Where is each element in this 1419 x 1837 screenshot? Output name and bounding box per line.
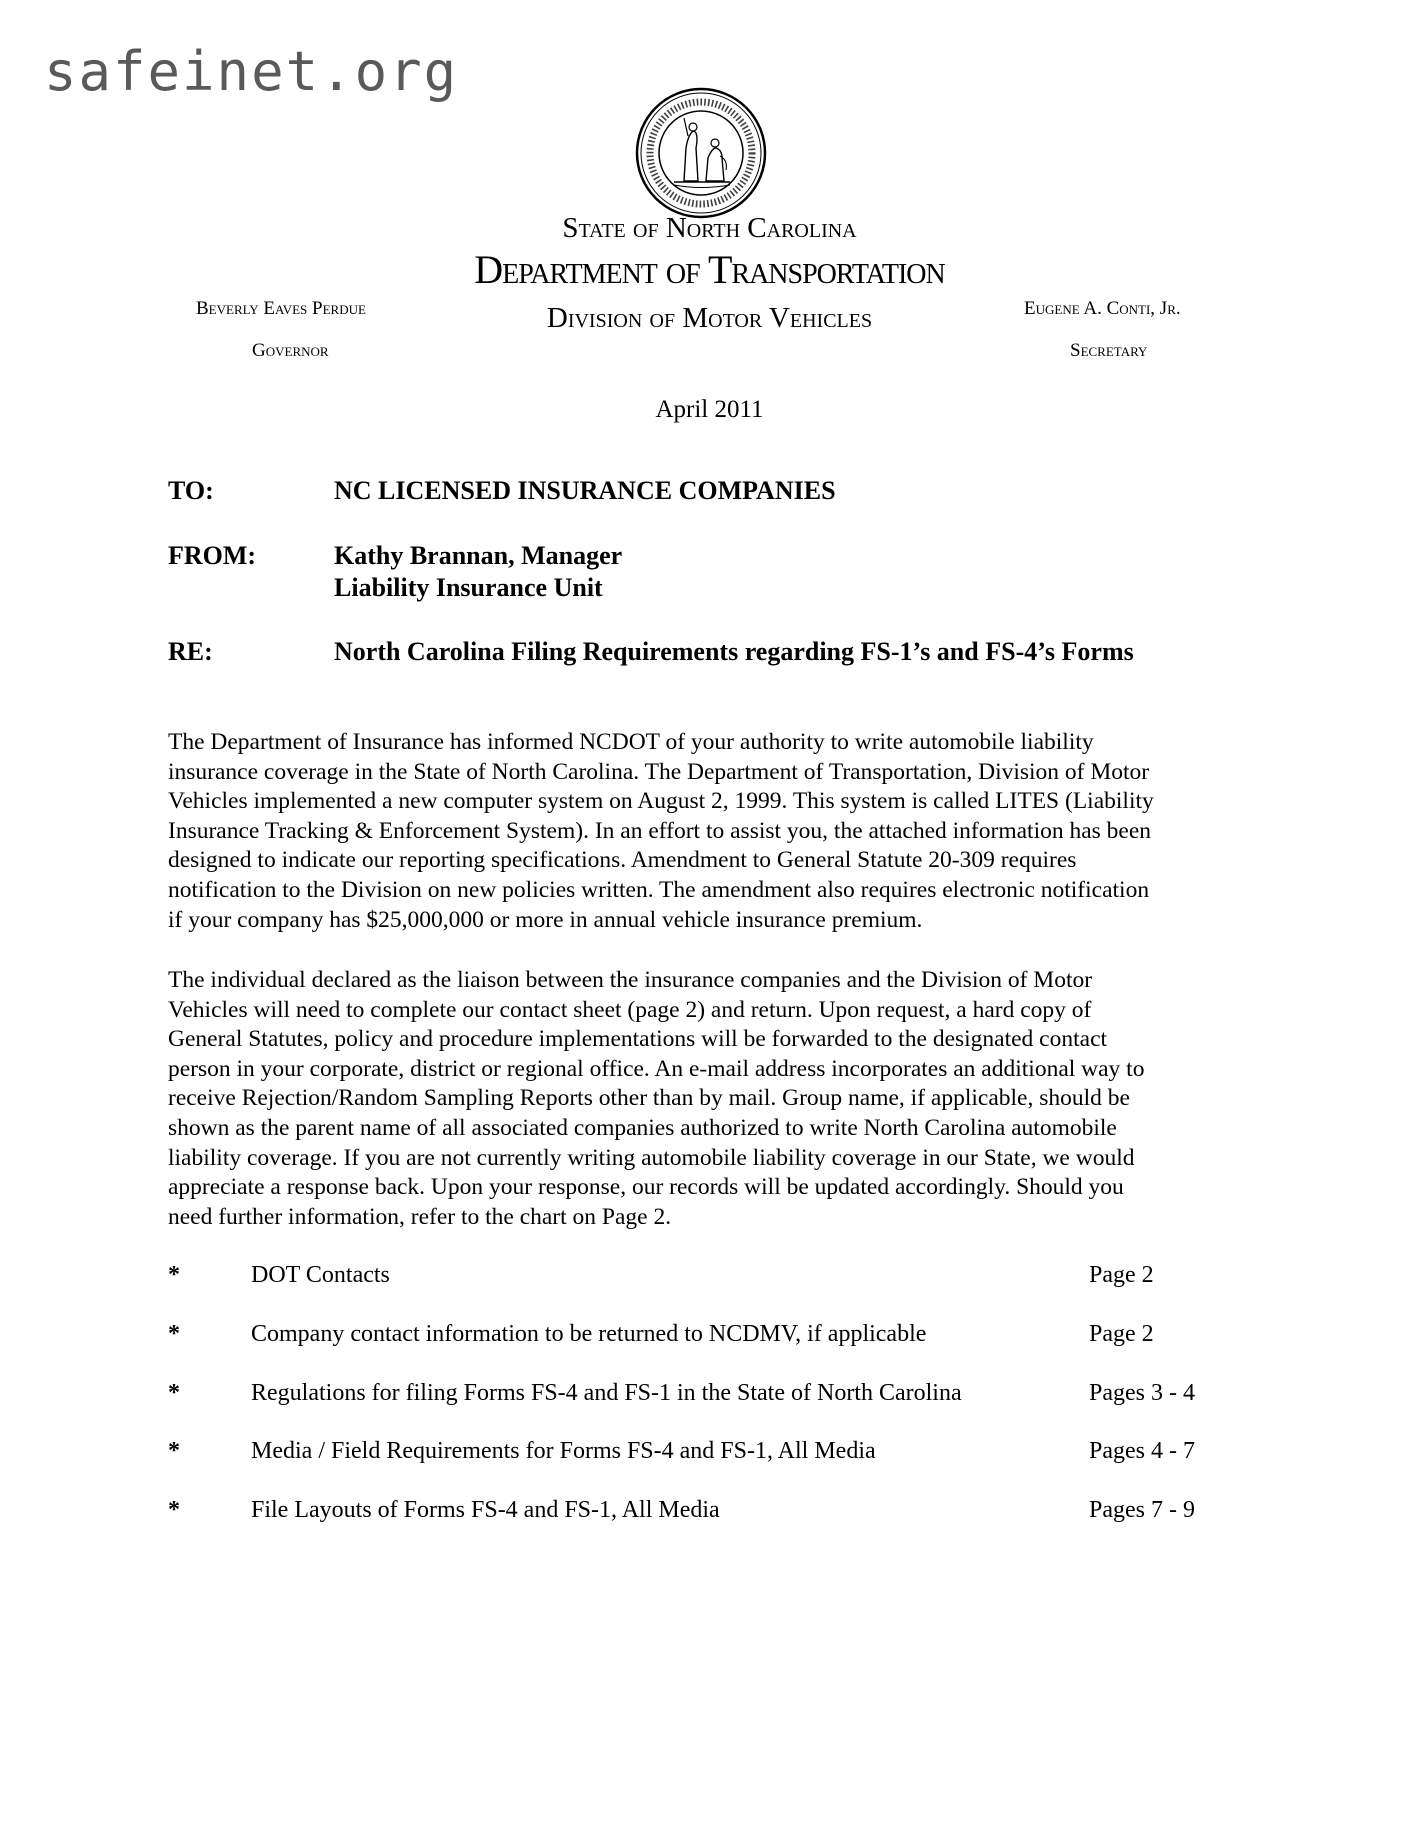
bullet-asterisk: * <box>168 1497 180 1523</box>
contents-pages: Page 2 <box>1089 1321 1154 1347</box>
contents-description: DOT Contacts <box>251 1262 390 1288</box>
contents-row <box>168 1438 1268 1468</box>
to-label: TO: <box>168 476 214 505</box>
memo-date: April 2011 <box>655 396 764 423</box>
paragraph-line: shown as the parent name of all associated companies authorized to write North Carolina automobile <box>168 1114 1117 1141</box>
state-seal-icon <box>634 86 768 220</box>
division-name: Division of Motor Vehicles <box>546 302 873 334</box>
bullet-asterisk: * <box>168 1321 180 1347</box>
paragraph-line: receive Rejection/Random Sampling Reports other than by mail. Group name, if applicable, should be <box>168 1085 1130 1112</box>
from-unit: Liability Insurance Unit <box>334 573 603 602</box>
bullet-asterisk: * <box>168 1380 180 1406</box>
paragraph-line: liability coverage. If you are not currently writing automobile liability coverage in our State, we would <box>168 1144 1135 1171</box>
contents-row <box>168 1497 1268 1527</box>
paragraph-line: if your company has $25,000,000 or more in annual vehicle insurance premium. <box>168 906 923 933</box>
contents-pages: Pages 3 - 4 <box>1089 1380 1195 1406</box>
contents-description: Company contact information to be returned to NCDMV, if applicable <box>251 1321 927 1347</box>
re-label: RE: <box>168 637 213 666</box>
contents-description: File Layouts of Forms FS-4 and FS-1, All Media <box>251 1497 720 1523</box>
secretary-name: Eugene A. Conti, Jr. <box>1024 298 1181 319</box>
from-name: Kathy Brannan, Manager <box>334 541 623 570</box>
paragraph-line: need further information, refer to the chart on Page 2. <box>168 1203 672 1230</box>
paragraph-line: designed to indicate our reporting specifications. Amendment to General Statute 20-309 requires <box>168 847 1077 874</box>
paragraph-line: The individual declared as the liaison between the insurance companies and the Division of Motor <box>168 967 1093 993</box>
paragraph-line: person in your corporate, district or regional office. An e-mail address incorporates an additional way to <box>168 1055 1145 1082</box>
contents-description: Media / Field Requirements for Forms FS-4 and FS-1, All Media <box>251 1438 876 1464</box>
contents-pages: Pages 4 - 7 <box>1089 1438 1195 1464</box>
bullet-asterisk: * <box>168 1438 180 1464</box>
paragraph-line: General Statutes, policy and procedure implementations will be forwarded to the designated contact <box>168 1026 1108 1053</box>
secretary-title: Secretary <box>1070 340 1148 361</box>
contents-description: Regulations for filing Forms FS-4 and FS-1 in the State of North Carolina <box>251 1380 962 1406</box>
paragraph-line: insurance coverage in the State of North Carolina. The Department of Transportation, Division of Motor <box>168 758 1150 785</box>
paragraph-line: notification to the Division on new policies written. The amendment also requires electronic notification <box>168 876 1150 903</box>
contents-pages: Pages 7 - 9 <box>1089 1497 1195 1523</box>
state-name: State of North Carolina <box>562 212 857 244</box>
paragraph-line: Vehicles will need to complete our contact sheet (page 2) and return. Upon request, a hard copy of <box>168 996 1092 1023</box>
governor-name: Beverly Eaves Perdue <box>196 298 366 319</box>
from-label: FROM: <box>168 541 257 570</box>
contents-row <box>168 1262 1268 1292</box>
paragraph-line: Vehicles implemented a new computer system on August 2, 1999. This system is called LITES (Liability <box>168 788 1154 815</box>
to-value: NC LICENSED INSURANCE COMPANIES <box>334 476 836 505</box>
contents-row <box>168 1380 1268 1410</box>
watermark-text: safeinet.org <box>44 40 459 103</box>
department-name: Department of Transportation <box>474 247 945 292</box>
paragraph-line: Insurance Tracking & Enforcement System). In an effort to assist you, the attached information has been <box>168 817 1152 844</box>
re-value: North Carolina Filing Requirements regarding FS-1’s and FS-4’s Forms <box>334 637 1134 666</box>
paragraph-line: appreciate a response back. Upon your response, our records will be updated accordingly. Should you <box>168 1174 1124 1201</box>
contents-row <box>168 1321 1268 1351</box>
paragraph-intro <box>168 728 1268 935</box>
governor-title: Governor <box>252 340 329 361</box>
bullet-asterisk: * <box>168 1262 180 1288</box>
paragraph-liaison <box>168 966 1268 1232</box>
contents-pages: Page 2 <box>1089 1262 1154 1288</box>
paragraph-line: The Department of Insurance has informed NCDOT of your authority to write automobile liability <box>168 729 1094 755</box>
